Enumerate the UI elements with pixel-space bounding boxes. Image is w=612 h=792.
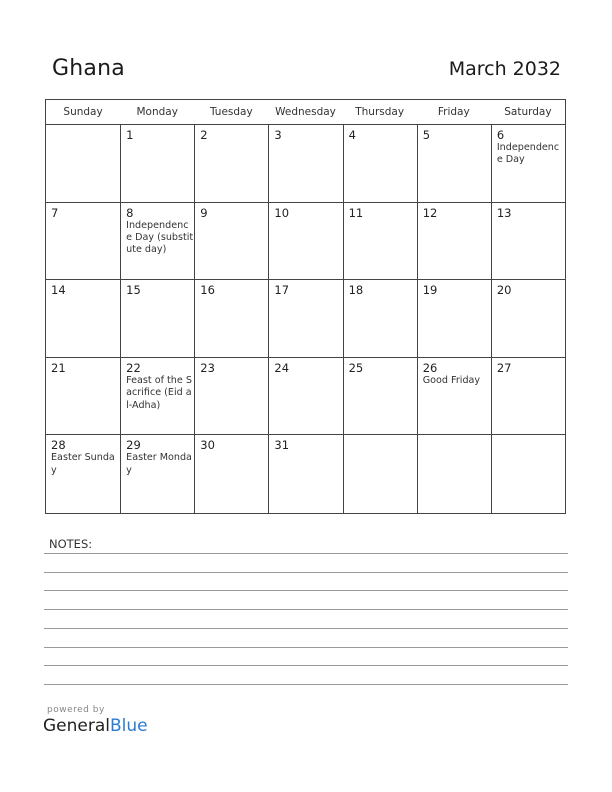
day-number: 24 bbox=[274, 360, 290, 375]
day-number: 29 bbox=[126, 438, 141, 453]
day-cell bbox=[120, 280, 194, 357]
day-number: 18 bbox=[348, 283, 364, 298]
day-number: 23 bbox=[200, 360, 215, 375]
day-cell bbox=[343, 435, 417, 513]
notes-label: NOTES: bbox=[49, 537, 93, 551]
day-cell bbox=[268, 203, 342, 280]
weekday-monday: Monday bbox=[136, 106, 178, 118]
note-line bbox=[44, 553, 568, 554]
day-cell bbox=[194, 435, 268, 513]
day-number: 7 bbox=[51, 205, 59, 220]
day-cell bbox=[46, 125, 120, 202]
day-number: 3 bbox=[274, 128, 282, 142]
day-number: 26 bbox=[422, 360, 438, 375]
generalblue-logo bbox=[43, 716, 148, 736]
day-cell bbox=[120, 125, 194, 202]
day-cell bbox=[417, 358, 491, 435]
day-cell bbox=[343, 125, 417, 202]
day-cell bbox=[194, 358, 268, 435]
day-cell bbox=[194, 203, 268, 280]
day-cell bbox=[491, 435, 565, 513]
weekday-saturday: Saturday bbox=[504, 106, 552, 118]
day-number: 6 bbox=[496, 128, 505, 142]
day-cell bbox=[46, 435, 120, 513]
note-line bbox=[44, 572, 568, 573]
day-cell bbox=[120, 435, 194, 513]
note-line bbox=[44, 590, 568, 591]
day-cell bbox=[343, 358, 417, 435]
week-row bbox=[46, 125, 565, 203]
day-cell bbox=[417, 203, 491, 280]
weekday-friday: Friday bbox=[437, 106, 470, 118]
holiday-label: Independence Day (substitute day) bbox=[126, 219, 194, 256]
day-number: 22 bbox=[126, 360, 141, 375]
day-number: 8 bbox=[126, 205, 134, 220]
brand-general: General bbox=[43, 716, 110, 736]
week-row bbox=[46, 435, 565, 513]
day-cell bbox=[491, 280, 565, 357]
holiday-label: Independence Day bbox=[496, 142, 560, 166]
day-cell bbox=[417, 435, 491, 513]
day-cell bbox=[417, 280, 491, 357]
weekday-sunday: Sunday bbox=[63, 106, 103, 118]
day-number: 15 bbox=[126, 283, 141, 298]
day-number: 2 bbox=[200, 128, 208, 142]
day-cell bbox=[268, 358, 342, 435]
day-number: 17 bbox=[274, 283, 290, 298]
calendar-grid bbox=[45, 99, 566, 514]
day-number: 11 bbox=[348, 205, 364, 220]
note-line bbox=[44, 665, 568, 666]
day-number: 27 bbox=[496, 360, 512, 375]
day-cell bbox=[491, 203, 565, 280]
day-cell bbox=[194, 280, 268, 357]
day-number: 14 bbox=[51, 283, 66, 298]
day-cell bbox=[268, 435, 342, 513]
day-cell bbox=[343, 203, 417, 280]
day-number: 1 bbox=[126, 128, 134, 142]
note-line bbox=[44, 609, 568, 610]
day-number: 30 bbox=[200, 438, 215, 453]
day-number: 19 bbox=[422, 283, 438, 298]
day-number: 21 bbox=[51, 360, 66, 375]
day-number: 31 bbox=[274, 438, 290, 453]
day-cell bbox=[491, 125, 565, 202]
note-line bbox=[44, 684, 568, 685]
day-number: 10 bbox=[274, 205, 290, 220]
day-cell bbox=[46, 280, 120, 357]
weekday-wednesday: Wednesday bbox=[275, 106, 336, 118]
week-row bbox=[46, 203, 565, 281]
holiday-label: Easter Sunday bbox=[51, 452, 115, 476]
day-cell bbox=[491, 358, 565, 435]
day-number: 5 bbox=[422, 128, 431, 142]
brand-blue: Blue bbox=[110, 716, 148, 736]
country-title: Ghana bbox=[52, 56, 125, 81]
holiday-label: Easter Monday bbox=[126, 452, 192, 476]
holiday-label: Good Friday bbox=[422, 374, 481, 386]
holiday-label: Feast of the Sacrifice (Eid al-Adha) bbox=[126, 374, 192, 411]
day-cell bbox=[46, 203, 120, 280]
day-number: 20 bbox=[496, 283, 512, 298]
day-number: 16 bbox=[200, 283, 215, 298]
week-row bbox=[46, 358, 565, 436]
day-number: 9 bbox=[200, 205, 208, 220]
month-year-title: March 2032 bbox=[448, 58, 561, 80]
day-cell bbox=[343, 280, 417, 357]
weekday-tuesday: Tuesday bbox=[209, 106, 253, 118]
note-line bbox=[44, 628, 568, 629]
day-cell bbox=[417, 125, 491, 202]
day-number: 4 bbox=[348, 128, 356, 142]
week-row bbox=[46, 280, 565, 358]
note-line bbox=[44, 647, 568, 648]
day-cell bbox=[194, 125, 268, 202]
day-number: 12 bbox=[422, 205, 438, 220]
weekday-header-row bbox=[46, 100, 565, 125]
day-cell bbox=[46, 358, 120, 435]
day-cell bbox=[268, 280, 342, 357]
day-number: 13 bbox=[496, 205, 512, 220]
day-cell bbox=[120, 203, 194, 280]
day-number: 25 bbox=[348, 360, 364, 375]
day-cell bbox=[268, 125, 342, 202]
powered-by-text: powered by bbox=[47, 705, 105, 715]
day-number: 28 bbox=[51, 438, 66, 453]
day-cell bbox=[120, 358, 194, 435]
weekday-thursday: Thursday bbox=[355, 106, 405, 118]
